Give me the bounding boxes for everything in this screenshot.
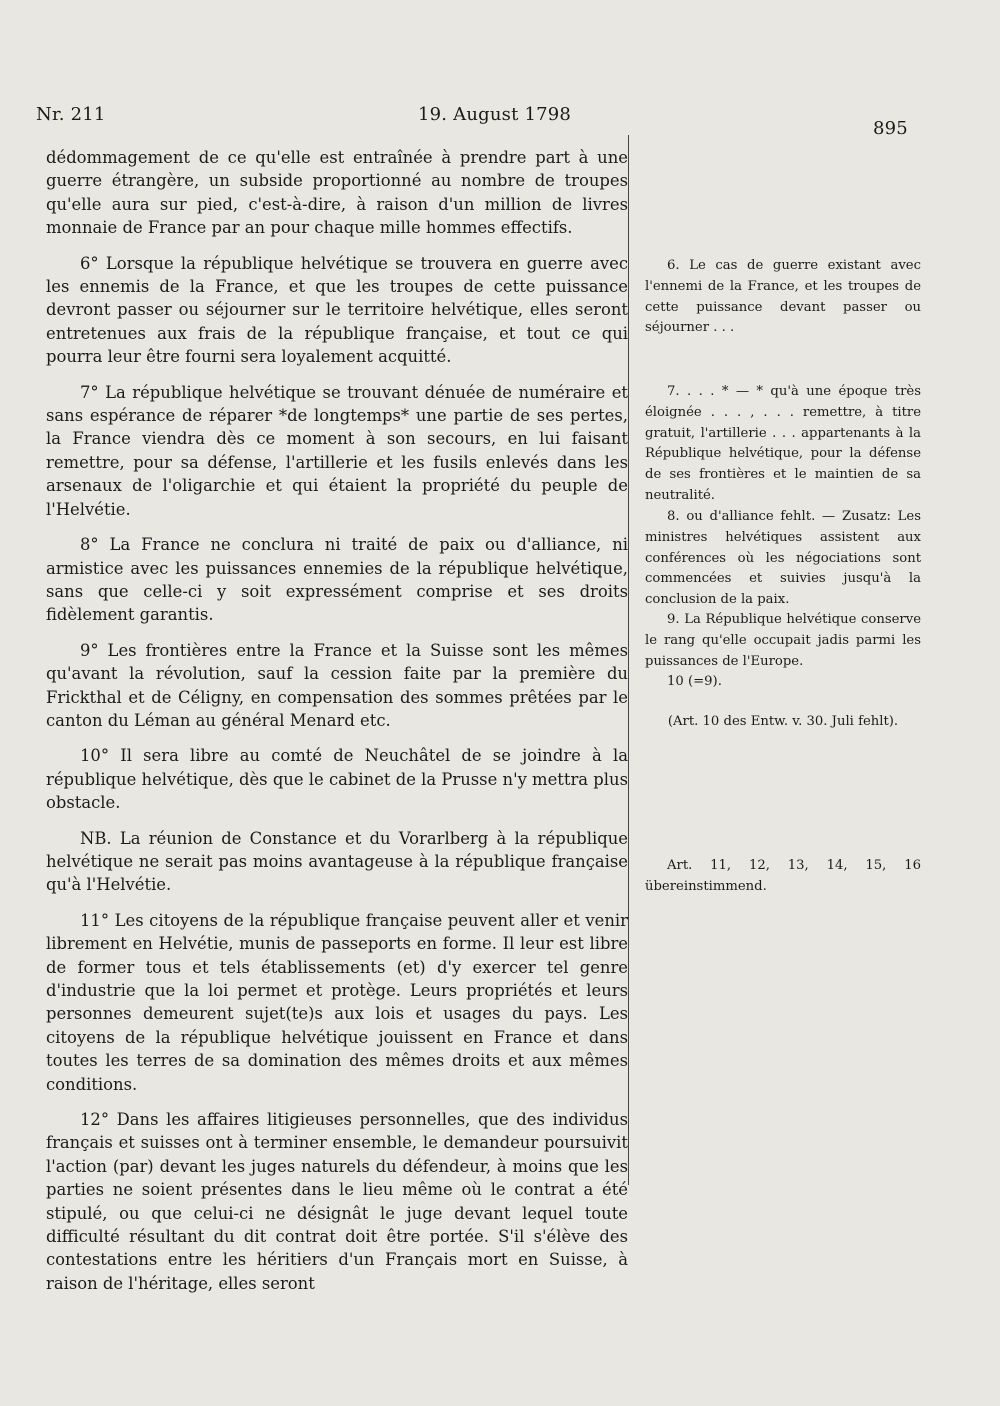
side-note-10-missing [645, 712, 921, 733]
side-note-9-text: 9. La République helvétique conserve le rang qu'elle occupait jadis parmi les puissances de l'Europe. [645, 612, 921, 669]
side-note-10-text: 10 (=9). [667, 674, 722, 690]
side-note-11 [645, 856, 921, 898]
side-note-6 [645, 256, 921, 339]
article-12: 12° Dans les affaires litigieuses personnelles, que des individus français et suisses ont à terminer ensemble, le demandeur poursuivit l'action (par) devant les juges naturels du défendeur, à moins que les parties ne soient présentes dans le lieu même où le contrat a été stipulé, ou que celui-ci ne désignât le juge devant lequel toute difficulté résultant du dit contrat doit être portée. S'il s'élève des contestations entre les héritiers d'un Français mort en Suisse, à raison de l'héritage, elles seront [46, 1110, 628, 1293]
side-note-8 [645, 507, 921, 611]
column-divider [628, 135, 629, 1185]
paragraph-continuation: dédommagement de ce qu'elle est entraînée à prendre part à une guerre étrangère, un subside proportionné au nombre de troupes qu'elle aura sur pied, c'est-à-dire, à raison d'un million de livres monnaie de France par an pour chaque mille hommes effectifs. [46, 148, 628, 238]
article-11: 11° Les citoyens de la république française peuvent aller et venir librement en Helvétie, munis de passeports en forme. Il leur est libre de former tous et tels établissements (et) d'y exercer tel genre d'industrie que la loi permet et protège. Leurs propriétés et leurs personnes demeurent sujet(te)s aux lois et usages du pays. Les citoyens de la république helvétique jouissent en France et dans toutes les terres de sa domination des mêmes droits et aux mêmes conditions. [46, 910, 628, 1094]
side-note-9 [645, 610, 921, 693]
article-10: 10° Il sera libre au comté de Neuchâtel de se joindre à la république helvétique, dès que le cabinet de la Prusse n'y mettra plus obstacle. [46, 746, 628, 813]
article-7: 7° La république helvétique se trouvant dénuée de numéraire et sans espérance de réparer *de longtemps* une partie de ses pertes, la France viendra dès ce moment à son secours, en lui faisant remettre, pour sa défense, l'artillerie et les fusils enlevés dans les arsenaux de l'oligarchie et qui étaient la propriété du peuple de l'Helvétie. [46, 382, 628, 519]
article-6: 6° Lorsque la république helvétique se trouvera en guerre avec les ennemis de la France, et que les troupes de cette puissance devront passer ou séjourner sur le territoire helvétique, elles seront entretenues aux frais de la république française, et tout ce qui pourra leur être fourni sera loyalement acquitté. [46, 253, 628, 367]
article-9: 9° Les frontières entre la France et la Suisse sont les mêmes qu'avant la révolution, sauf la cession faite par la première du Frickthal et de Céligny, en compensation des sommes prêtées par le canton du Léman au général Menard etc. [46, 640, 628, 730]
side-note-10-missing-text: (Art. 10 des Entw. v. 30. Juli fehlt). [667, 714, 899, 729]
side-note-11-text: Art. 11, 12, 13, 14, 15, 16 übereinstimmend. [645, 858, 921, 894]
document-date: 19. August 1798 [418, 104, 572, 125]
note-nb: NB. La réunion de Constance et du Vorarlberg à la république helvétique ne serait pas moins avantageuse à la république française qu'à l'Helvétie. [46, 828, 628, 895]
side-note-8-text: 8. ou d'alliance fehlt. — Zusatz: Les ministres helvétiques assistent aux conférences où les négociations sont commencées et suivies jusqu'à la conclusion de la paix. [645, 509, 921, 608]
article-8: 8° La France ne conclura ni traité de paix ou d'alliance, ni armistice avec les puissances ennemies de la république helvétique, sans que celle-ci y soit expressément comprise et ses droits fidèlement garantis. [46, 535, 628, 625]
page-number: 895 [873, 118, 908, 139]
main-text-column [46, 146, 628, 1307]
side-note-6-text: 6. Le cas de guerre existant avec l'ennemi de la France, et les troupes de cette puissance devant passer ou séjourner . . . [645, 258, 921, 336]
side-note-7-text: 7. . . . * — * qu'à une époque très éloignée . . . , . . . remettre, à titre gratuit, l'artillerie . . . appartenants à la République helvétique, pour la défense de ses frontières et le maintien de sa neutralité. [645, 384, 921, 503]
document-number: Nr. 211 [36, 104, 106, 125]
side-note-7 [645, 382, 921, 507]
